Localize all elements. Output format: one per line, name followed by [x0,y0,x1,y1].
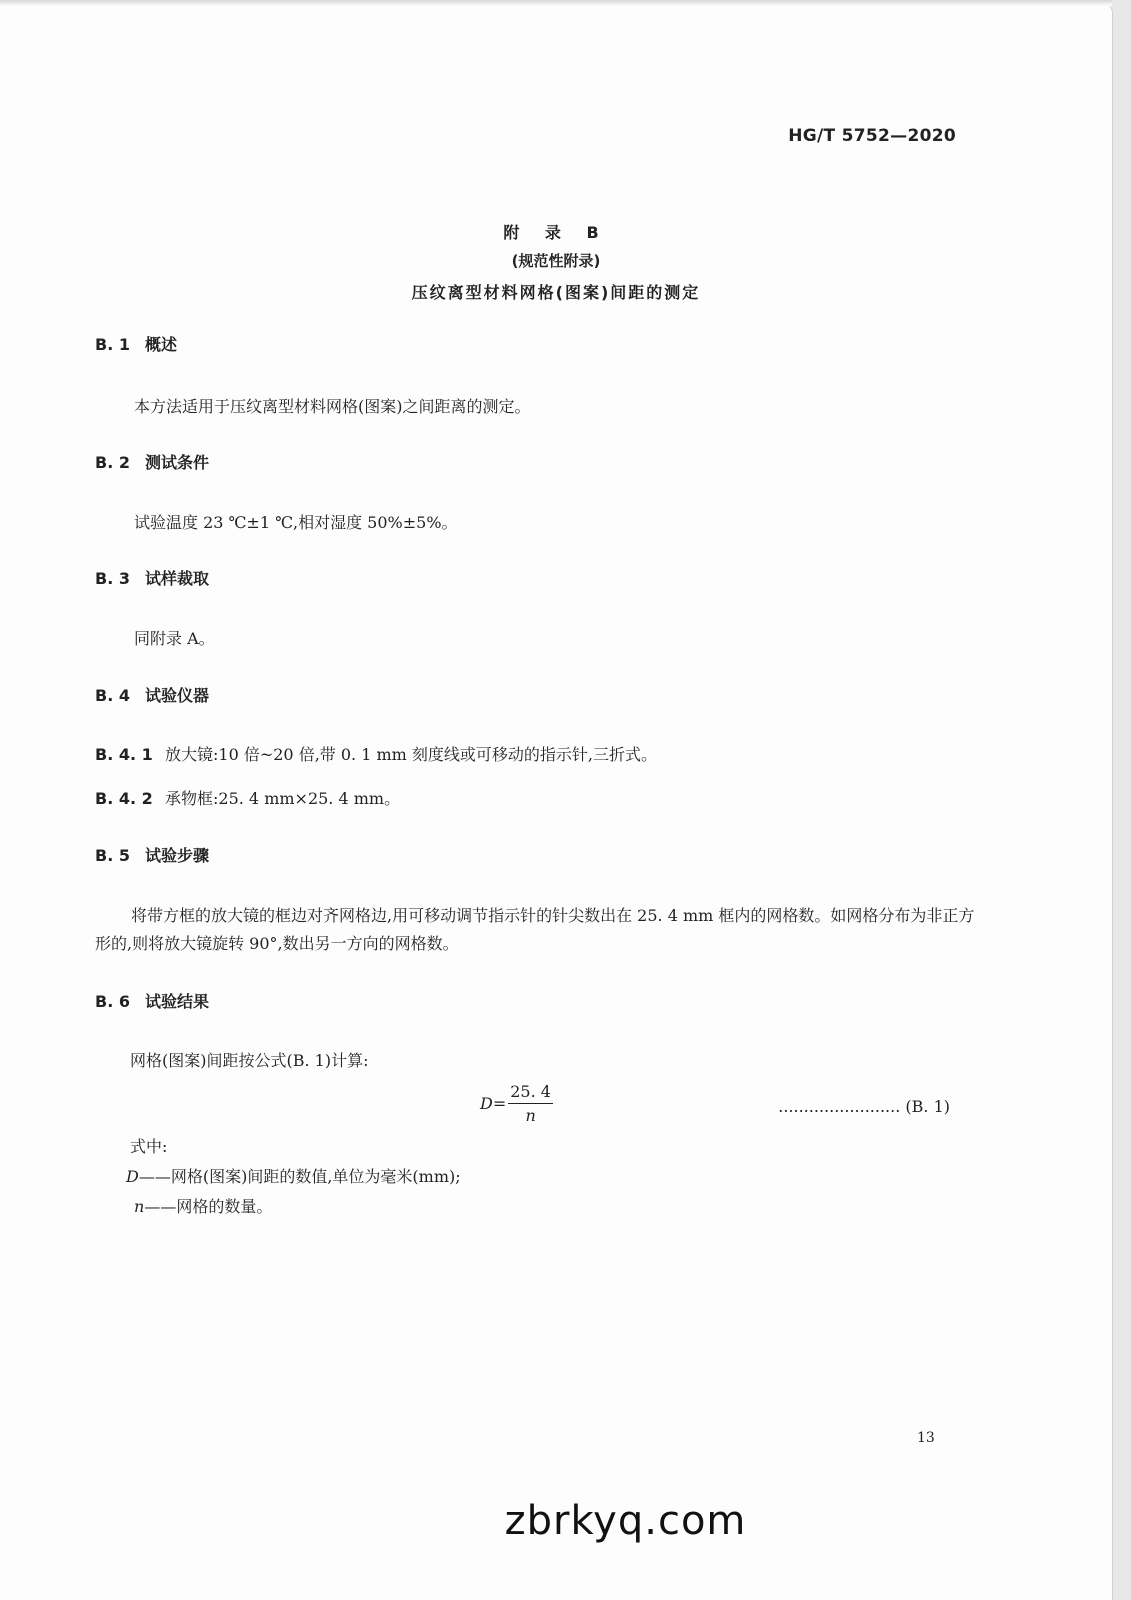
formula-b1 [480,1082,553,1125]
section-title: 试验结果 [145,992,210,1011]
definition-text: 网格(图案)间距的数值,单位为毫米(mm); [170,1167,461,1186]
section-heading-b6 [95,989,209,1012]
section-title: 试验仪器 [145,686,210,705]
appendix-title: 压纹离型材料网格(图案)间距的测定 [411,283,701,302]
section-title: 测试条件 [145,453,210,472]
subsection-number: B. 4. 2 [95,789,153,808]
appendix-type: (规范性附录) [511,252,601,270]
section-text-b5: 将带方框的放大镜的框边对齐网格边,用可移动调节指示针的针尖数出在 25. 4 mm 框内的网格数。如网格分布为非正方形的,则将放大镜旋转 90°,数出另一方向的网格数。 [95,906,975,953]
section-heading-b3 [95,566,209,589]
definition-row [126,1162,461,1192]
watermark-text: zbrkyq.com [504,1498,747,1544]
definition-symbol: D [126,1167,139,1186]
formula-equals: = [492,1094,507,1113]
formula-fraction [508,1082,553,1125]
subsection-text: 放大镜:10 倍~20 倍,带 0. 1 mm 刻度线或可移动的指示针,三折式。 [165,745,657,764]
section-title: 概述 [145,335,178,354]
appendix-label: 附 录 B [503,223,609,242]
section-text-b1: 本方法适用于压纹离型材料网格(图案)之间距离的测定。 [134,397,531,416]
equation-number: (B. 1) [905,1097,950,1116]
formula-denominator: n [525,1106,536,1125]
equation-number-line [778,1097,950,1116]
standard-code: HG/T 5752—2020 [788,126,956,146]
section-title: 试验步骤 [145,846,210,865]
subsection-number: B. 4. 1 [95,745,153,764]
subsection-text: 承物框:25. 4 mm×25. 4 mm。 [165,789,401,808]
where-label: 式中: [130,1137,168,1156]
definition-dash: —— [144,1197,177,1216]
equation-leader-dots: ........................ [778,1097,901,1116]
section-number: B. 2 [95,453,130,472]
section-number: B. 3 [95,569,130,588]
subsection-b4-1 [95,742,657,765]
formula-lhs: D [480,1094,493,1113]
section-number: B. 4 [95,686,130,705]
section-number: B. 5 [95,846,130,865]
formula-numerator: 25. 4 [508,1082,553,1104]
subsection-b4-2 [95,786,400,809]
symbol-definitions [126,1132,461,1222]
section-heading-b1 [95,332,177,355]
section-heading-b5 [95,843,209,866]
section-heading-b4 [95,683,209,706]
appendix-heading [0,220,1112,303]
section-title: 试样裁取 [145,569,210,588]
definition-symbol: n [134,1197,145,1216]
section-text-b2: 试验温度 23 ℃±1 ℃,相对湿度 50%±5%。 [134,513,458,532]
section-text-b6: 网格(图案)间距按公式(B. 1)计算: [130,1051,369,1070]
definition-dash: —— [138,1167,171,1186]
section-number: B. 6 [95,992,130,1011]
page-number: 13 [917,1430,935,1446]
definition-row [134,1192,461,1222]
section-number: B. 1 [95,335,130,354]
section-heading-b2 [95,450,209,473]
section-text-b3: 同附录 A。 [134,629,215,648]
scan-edge-shadow [0,0,1112,6]
definition-text: 网格的数量。 [176,1197,273,1216]
